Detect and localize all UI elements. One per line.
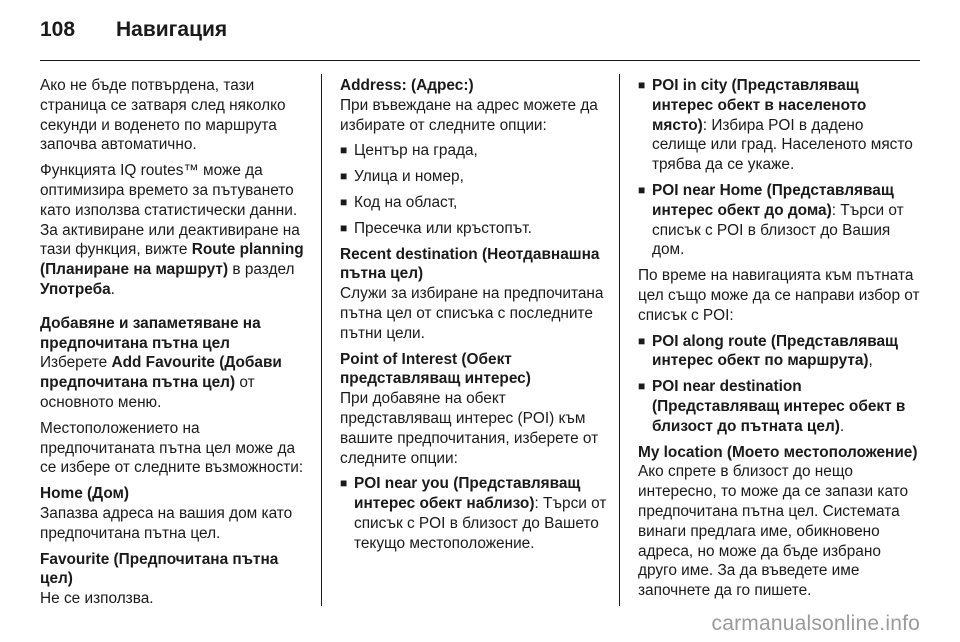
page-number: 108 <box>40 18 76 41</box>
option-heading: My location (Моето местоположение) <box>638 443 918 461</box>
paragraph: Ако не бъде потвърдена, тази страница се затваря след няколко секунди и воденето по маршрута започва автоматично. <box>40 77 286 154</box>
column-2 <box>340 76 612 560</box>
option-heading: Recent destination (Неотдавнашна пътна цел) <box>340 245 600 283</box>
paragraph: При добавяне на обект представляващ интерес (POI) към вашите предпочитания, изберете от следните опции: <box>340 390 599 467</box>
text: . <box>110 280 115 298</box>
text: в раздел <box>228 261 295 279</box>
list-item: ■ Улица и номер, <box>340 167 612 187</box>
text: : Търси от списък с POI в близост до Вашето текущо местоположение. <box>354 495 607 552</box>
text: от основното меню. <box>40 374 255 411</box>
option-name: POI near destination (Представляващ интерес обект в близост до пътната цел) <box>652 378 906 435</box>
text: : Търси от списък с POI в близост до Вашия дом. <box>652 201 904 259</box>
menu-reference: Route planning (Планиране на маршрут) <box>40 241 304 279</box>
column-divider-2 <box>619 74 620 606</box>
bullet-list <box>638 76 922 260</box>
bullet-list <box>340 474 612 553</box>
page-header <box>40 18 227 48</box>
option-name: POI near you (Представляващ интерес обект наблизо) <box>354 475 581 513</box>
option-heading: Point of Interest (Обект представляващ интерес) <box>340 350 531 388</box>
option-name: POI along route (Представляващ интерес обект по маршрута) <box>652 332 899 370</box>
list-item: ■ Пресечка или кръстопът. <box>340 219 612 239</box>
list-item <box>638 377 922 436</box>
paragraph: Ако спрете в близост до нещо интересно, то може да се запази като предпочитана пътна цел. Системата винаги предлага име, обикновено адреса, но може да бъде избрано друго име. За да въведете име започнете да го пишете. <box>638 463 909 600</box>
text: Изберете <box>40 354 112 372</box>
paragraph: Служи за избиране на предпочитана пътна цел от списъка с последните пътни цели. <box>340 285 604 342</box>
text: . <box>839 417 845 435</box>
bullet-list <box>340 141 612 238</box>
menu-reference: Add Favourite (Добави предпочитана пътна цел) <box>40 354 282 392</box>
option-name: POI near Home (Представляващ интерес обект до дома) <box>652 181 894 219</box>
paragraph: При въвеждане на адрес можете да избирате от следните опции: <box>340 96 598 134</box>
paragraph: Запазва адреса на вашия дом като предпочитана пътна цел. <box>40 504 293 542</box>
option-heading: Home (Дом) <box>40 485 130 503</box>
list-item: ■ Код на област, <box>340 193 612 213</box>
text: : Избира POI в дадено селище или град. Населеното място трябва да се укаже. <box>652 116 913 174</box>
column-3 <box>638 76 922 607</box>
option-name: POI in city (Представляващ интерес обект в населеното място) <box>652 77 867 134</box>
text: Функцията IQ routes™ може да оптимизира времето за пътуването като използва статистически данни. За активиране или деактивиране на тази функция, вижте <box>40 162 300 259</box>
paragraph <box>40 161 312 300</box>
section-heading: Добавяне и запаметяване на предпочитана пътна цел <box>40 314 261 352</box>
header-divider <box>40 60 920 61</box>
column-divider-1 <box>321 74 322 606</box>
section-reference: Употреба <box>40 280 111 298</box>
option-heading: Favourite (Предпочитана пътна цел) <box>40 550 279 588</box>
text: , <box>868 352 873 370</box>
bullet-list <box>638 332 922 437</box>
page-title: Навигация <box>116 18 228 41</box>
list-item <box>638 181 922 260</box>
paragraph: По време на навигацията към пътната цел също може да се направи избор от списък с POI: <box>638 267 920 324</box>
watermark: carmanualsonline.info <box>711 612 920 635</box>
list-item <box>340 474 612 553</box>
column-1 <box>40 76 312 615</box>
paragraph: Не се използва. <box>40 590 154 608</box>
list-item: ■ Център на града, <box>340 141 612 161</box>
list-item <box>638 332 922 372</box>
list-item <box>638 76 922 175</box>
paragraph: Местоположението на предпочитаната пътна цел може да се избере от следните възможности: <box>40 419 304 477</box>
paragraph <box>40 353 312 412</box>
option-heading: Address: (Адрес:) <box>340 77 474 94</box>
